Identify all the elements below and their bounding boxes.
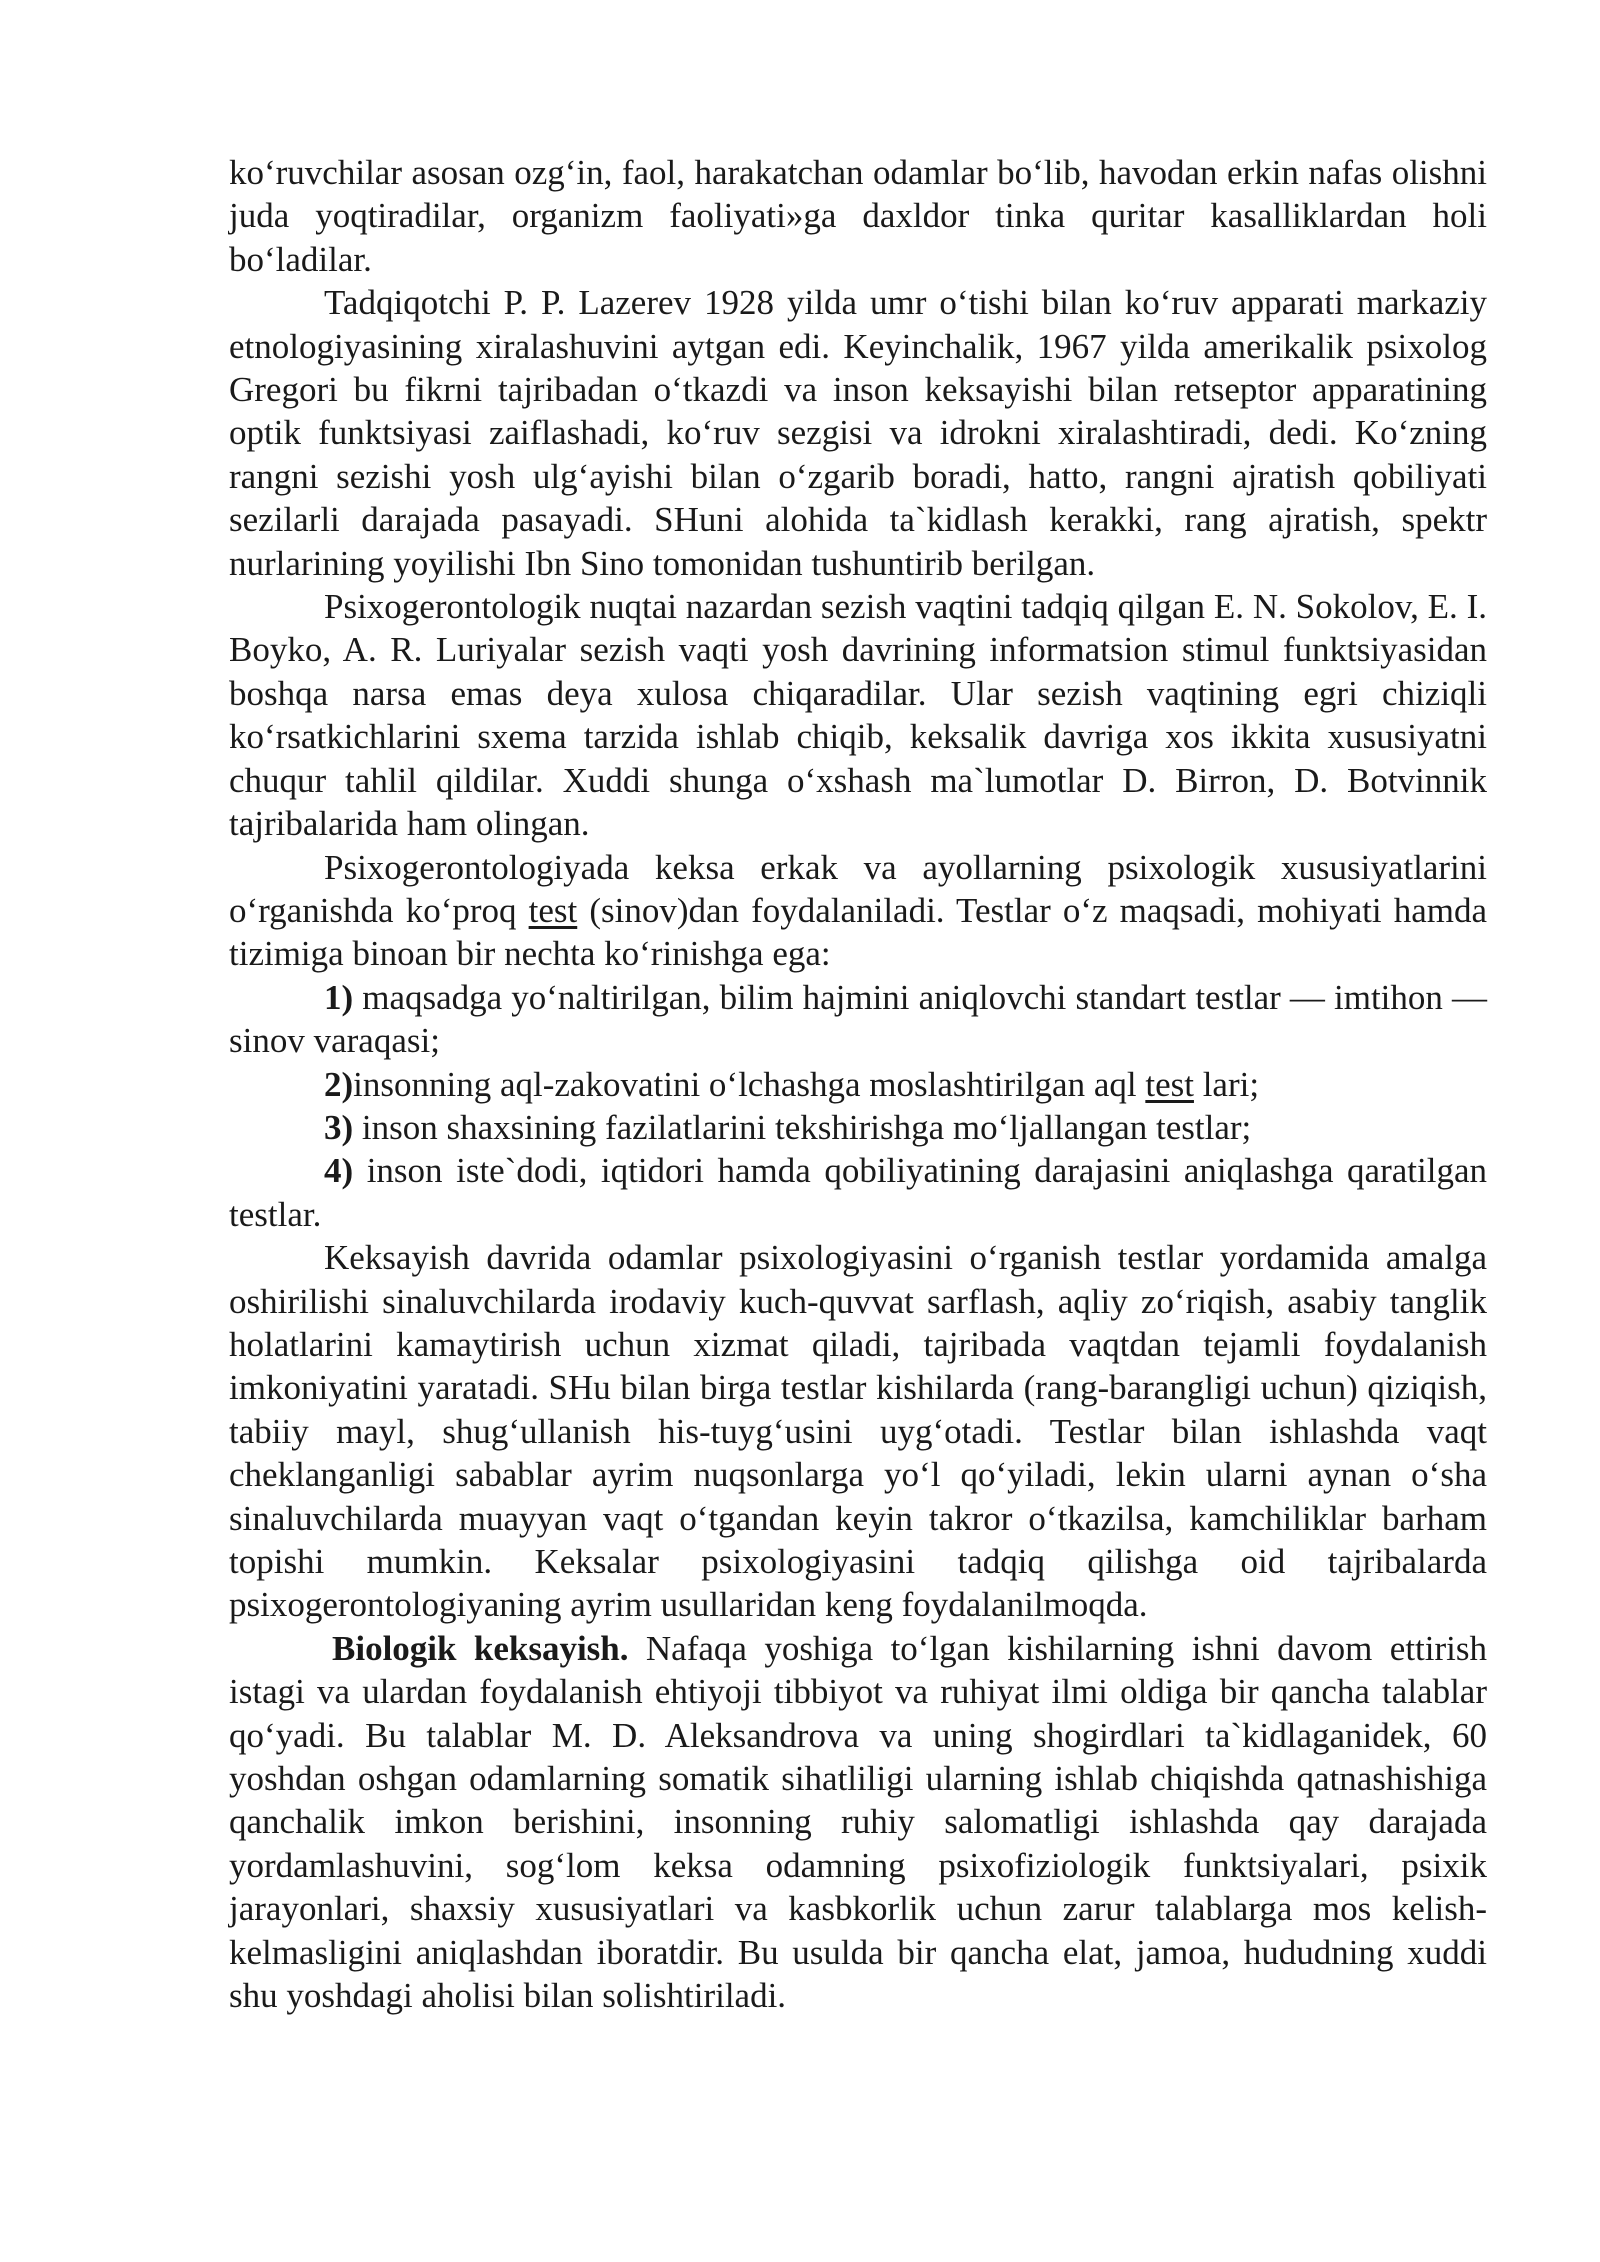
list-number-1: 1) (324, 977, 354, 1017)
list-item-2 (229, 1063, 1487, 1106)
list-text-2a: insonning aql-zakovatini o‘lchashga moslashtirilgan aql (353, 1064, 1146, 1104)
paragraph-2: Tadqiqotchi P. P. Lazerev 1928 yilda umr o‘tishi bilan ko‘ruv apparati markaziy etnologiyasining xiralashuvini aytgan edi. Keyinchalik, 1967 yilda amerikalik psixolog Gregori bu fikrni tajribadan o‘tkazdi va inson keksayishi bilan retseptor apparatining optik funktsiyasi zaiflashadi, ko‘ruv sezgisi va idrokni xiralashtiradi, dedi. Ko‘zning rangni sezishi yosh ulg‘ayishi bilan o‘zgarib boradi, hatto, rangni ajratish qobiliyati sezilarli darajada pasayadi. SHuni alohida ta`kidlash kerakki, rang ajratish, spektr nurlarining yoyilishi Ibn Sino tomonidan tushuntirib berilgan. (229, 283, 1487, 583)
paragraph-4-text-a: Psixogerontologiyada keksa erkak va ayollarning psixologik xususiyatlarini o‘rganishda ko‘proq (229, 847, 1487, 930)
list-item-4 (229, 1149, 1487, 1236)
list-text-3: inson shaxsining fazilatlarini tekshirishga mo‘ljallangan testlar; (353, 1107, 1252, 1147)
list-text-2b: lari; (1193, 1064, 1260, 1104)
paragraph-4 (229, 846, 1487, 976)
list-text-1: maqsadga yo‘naltirilgan, bilim hajmini aniqlovchi standart testlar — imtihon — sinov varaqasi; (229, 977, 1487, 1061)
paragraph-6 (229, 1627, 1487, 2018)
test-link-2[interactable]: test (1145, 1064, 1194, 1104)
section-heading-biologik-keksayish: Biologik keksayish. (332, 1628, 629, 1668)
paragraph-3: Psixogerontologik nuqtai nazardan sezish vaqtini tadqiq qilgan E. N. Sokolov, E. I. Boyko, A. R. Luriyalar sezish vaqti yosh davrining informatsion stimul funktsiyasidan boshqa narsa emas deya xulosa chiqaradilar. Ular sezish vaqtining egri chiziqli ko‘rsatkichlarini sxema tarzida ishlab chiqib, keksalik davriga xos ikkita xususiyatni chuqur tahlil qildilar. Xuddi shunga o‘xshash ma`lumotlar D. Birron, D. Botvinnik tajribalarida ham olingan. (229, 587, 1487, 844)
list-number-4: 4) (324, 1151, 354, 1191)
list-number-2: 2) (324, 1064, 354, 1104)
list-item-3 (229, 1106, 1487, 1149)
list-text-4: inson iste`dodi, iqtidori hamda qobiliyatining darajasini aniqlashga qaratilgan testlar. (229, 1151, 1487, 1234)
list-item-1 (229, 976, 1487, 1063)
test-link[interactable]: test (528, 890, 578, 930)
paragraph-6-body: Nafaqa yoshiga to‘lgan kishilarning ishni davom ettirish istagi va ulardan foydalanish ehtiyoji tibbiyot va ruhiyat ilmi oldiga bir qancha talablar qo‘yadi. Bu talablar M. D. Aleksandrova va uning shogirdlari ta`kidlaganidek, 60 yoshdan oshgan odamlarning somatik sihatliligi ularning ishlab chiqishda qatnashishiga qanchalik imkon berishini, insonning ruhiy salomatligi ishlashda qay darajada yordamlashuvini, sog‘lom keksa odamning psixofiziologik funktsiyalari, psixik jarayonlari, shaxsiy xususiyatlari va kasbkorlik uchun zarur talablarga mos kelish-kelmasligini aniqlashdan iboratdir. Bu usulda bir qancha elat, jamoa, hududning xuddi shu yoshdagi aholisi bilan solishtiriladi. (229, 1628, 1487, 2016)
paragraph-4-text-b: (sinov)dan foydalaniladi. Testlar o‘z maqsadi, mohiyati hamda tizimiga binoan bir nechta ko‘rinishga ega: (229, 890, 1487, 974)
document-body (229, 151, 1487, 2017)
paragraph-5: Keksayish davrida odamlar psixologiyasini o‘rganish testlar yordamida amalga oshirilishi sinaluvchilarda irodaviy kuch-quvvat sarflash, aqliy zo‘riqish, asabiy tanglik holatlarini kamaytirish uchun xizmat qiladi, tajribada vaqtdan tejamli foydalanish imkoniyatini yaratadi. SHu bilan birga testlar kishilarda (rang-barangligi uchun) qiziqish, tabiiy mayl, shug‘ullanish his-tuyg‘usini uyg‘otadi. Testlar bilan ishlashda vaqt cheklanganligi sabablar ayrim nuqsonlarga yo‘l qo‘yiladi, lekin ularni aynan o‘sha sinaluvchilarda muayyan vaqt o‘tgandan keyin takror o‘tkazilsa, kamchiliklar barham topishi mumkin. Keksalar psixologiyasini tadqiq qilishga oid tajribalarda psixogerontologiyaning ayrim usullaridan keng foydalanilmoqda. (229, 1238, 1487, 1625)
paragraph-1: ko‘ruvchilar asosan ozg‘in, faol, harakatchan odamlar bo‘lib, havodan erkin nafas olishni juda yoqtiradilar, organizm faoliyati»ga daxldor tinka quritar kasalliklardan holi bo‘ladilar. (229, 153, 1487, 279)
list-number-3: 3) (324, 1107, 354, 1147)
